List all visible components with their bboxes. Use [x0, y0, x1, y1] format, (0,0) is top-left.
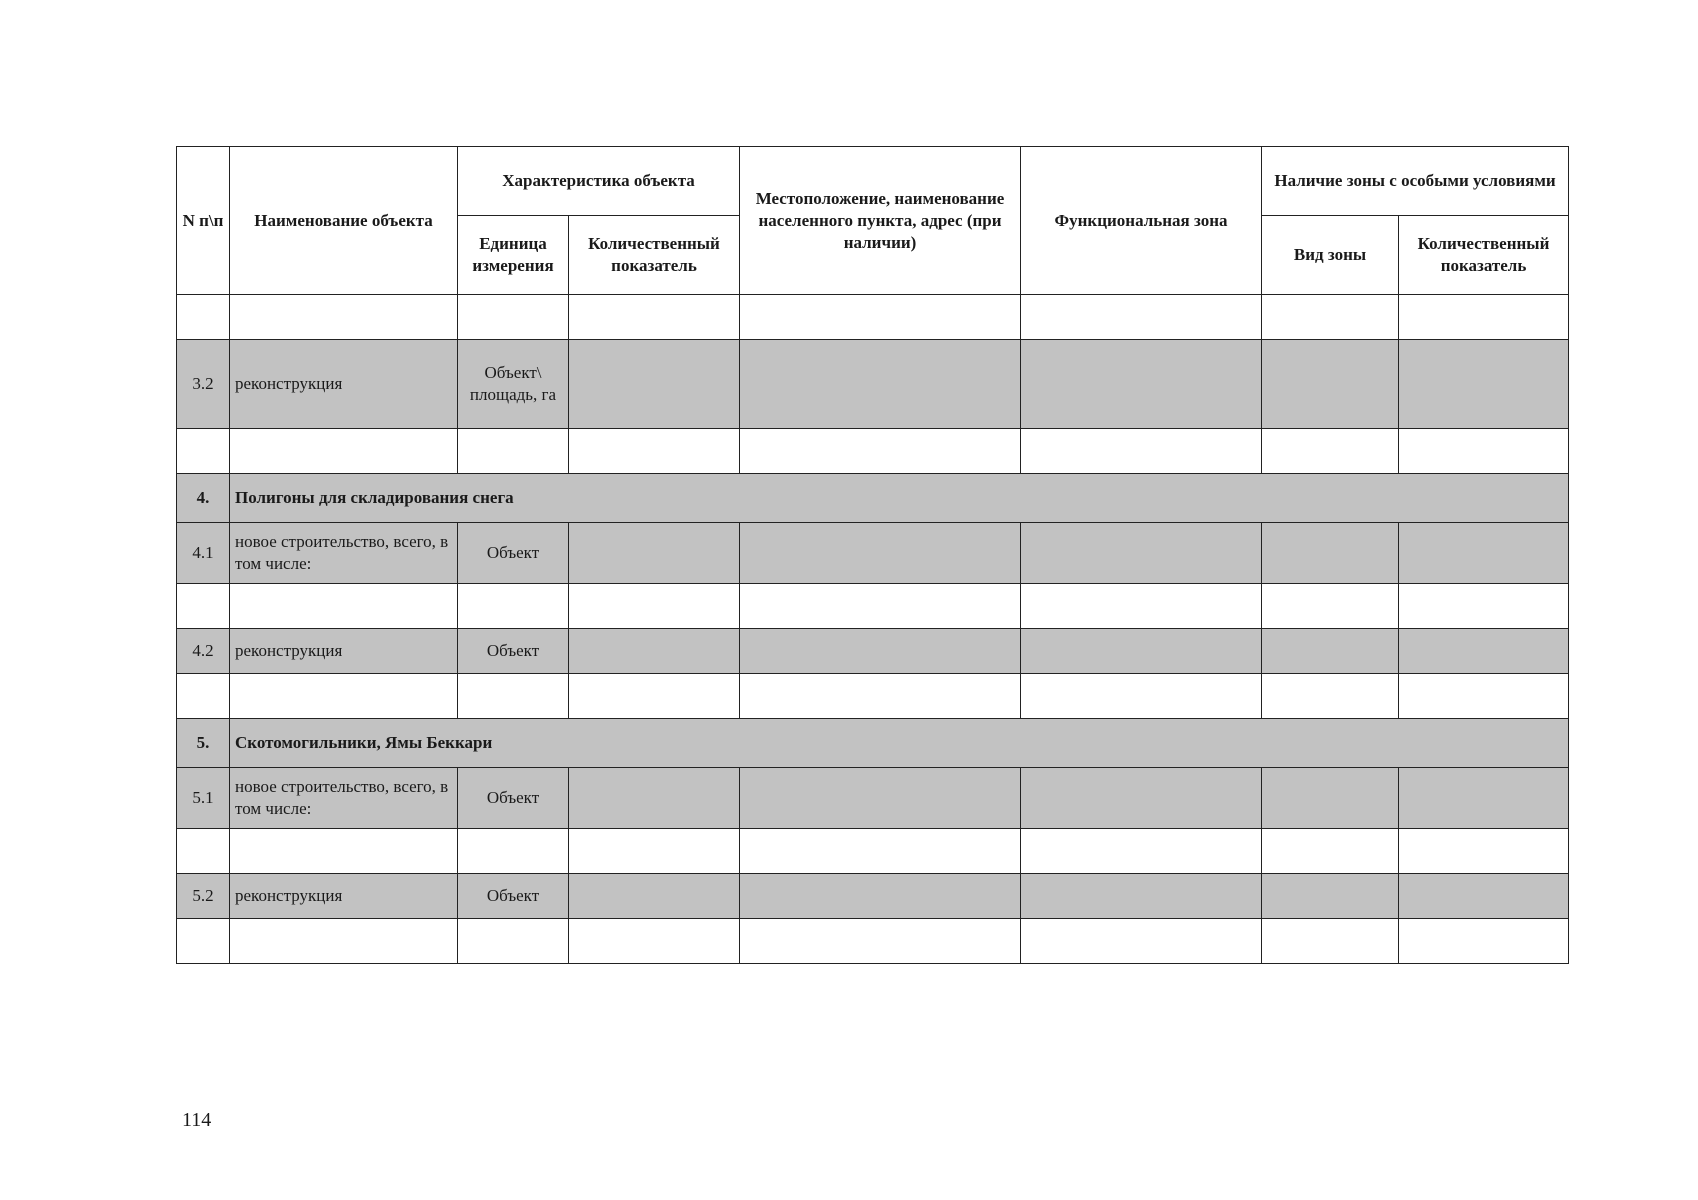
section-row: [177, 719, 1569, 768]
row-num: 5.1: [177, 768, 230, 829]
section-title: Полигоны для складирования снега: [230, 474, 1569, 523]
row-num: 3.2: [177, 340, 230, 429]
header-special-zone: Наличие зоны с особыми условиями: [1262, 147, 1569, 216]
row-unit: Объект\ площадь, га: [458, 340, 569, 429]
section-row: [177, 474, 1569, 523]
page-number: 114: [182, 1109, 212, 1131]
table-row: [177, 340, 1569, 429]
section-title: Скотомогильники, Ямы Беккари: [230, 719, 1569, 768]
header-zone-quantity: Количественный показатель: [1399, 216, 1569, 295]
section-num: 4.: [177, 474, 230, 523]
row-num: 4.2: [177, 629, 230, 674]
table-row: [177, 768, 1569, 829]
row-name: реконструкция: [230, 629, 458, 674]
row-name: новое строительство, всего, в том числе:: [230, 768, 458, 829]
header-name: Наименование объекта: [230, 147, 458, 295]
header-unit: Единица измерения: [458, 216, 569, 295]
row-unit: Объект: [458, 523, 569, 584]
table-row: [177, 584, 1569, 629]
section-num: 5.: [177, 719, 230, 768]
row-unit: Объект: [458, 768, 569, 829]
row-num: 4.1: [177, 523, 230, 584]
row-unit: Объект: [458, 874, 569, 919]
header-quantity: Количественный показатель: [569, 216, 740, 295]
row-name: реконструкция: [230, 874, 458, 919]
row-name: новое строительство, всего, в том числе:: [230, 523, 458, 584]
header-zone-type: Вид зоны: [1262, 216, 1399, 295]
table-row: [177, 829, 1569, 874]
row-unit: Объект: [458, 629, 569, 674]
header-location: Местоположение, наименование населенного пункта, адрес (при наличии): [740, 147, 1021, 295]
table-row: [177, 674, 1569, 719]
objects-table: [176, 146, 1569, 964]
header-num: N п\п: [177, 147, 230, 295]
table-row: [177, 295, 1569, 340]
table-row: [177, 919, 1569, 964]
row-name: реконструкция: [230, 340, 458, 429]
row-num: 5.2: [177, 874, 230, 919]
header-functional-zone: Функциональная зона: [1021, 147, 1262, 295]
table-row: [177, 874, 1569, 919]
header-characteristic: Характеристика объекта: [458, 147, 740, 216]
table-row: [177, 429, 1569, 474]
table-row: [177, 523, 1569, 584]
table-row: [177, 629, 1569, 674]
